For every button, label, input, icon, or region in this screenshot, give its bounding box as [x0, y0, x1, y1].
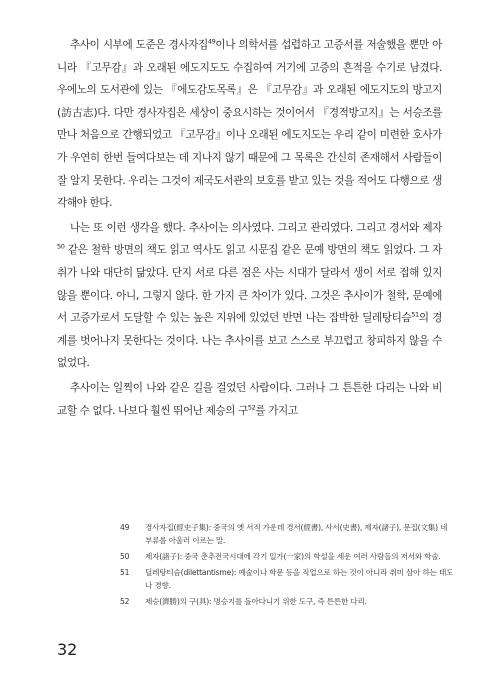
- paragraph-1-text: 추사이 시부에 도준은 경사자집: [70, 39, 208, 51]
- page-number: 32: [57, 640, 78, 659]
- footnote-number: 50: [120, 552, 130, 561]
- paragraph-3-text: 추사이는 일찍이 나와 같은 길을 걸었던 사람이다. 그러나 그 튼튼한 다리는 나와 비교할 수 없다. 나보다 훨씬 뛰어난 제승의 구: [57, 381, 442, 417]
- paragraph-2: [57, 217, 442, 375]
- footnote-number: 51: [120, 568, 130, 577]
- footnote-ref-52[interactable]: 52: [247, 402, 256, 411]
- body-text: [57, 34, 442, 424]
- footnote-52: [120, 595, 455, 608]
- paragraph-2-rest2: 의 경계를 벗어나지 못한다는 것이다. 나는 추사이를 보고 스스로 부끄럽고 창피하지 않을 수 없었다.: [57, 312, 442, 370]
- footnote-text: 딜레탕티슴(dilettantisme): 예술이나 학문 등을 직업으로 하는 것이 아니라 취미 삼아 하는 태도나 경향.: [145, 568, 454, 590]
- paragraph-3: [57, 377, 442, 422]
- footnote-50: [120, 550, 455, 563]
- footnote-text: 경사자집(經史子集): 중국의 옛 서적 가운데 경서(經書), 사서(史書), 제자(諸子), 문집(文集) 네 부류를 아울러 이르는 말.: [145, 523, 448, 545]
- footnote-text: 제자(諸子): 중국 춘추전국시대에 각기 일가(一家)의 학설을 세운 여러 사람들의 저서와 학술.: [145, 552, 441, 561]
- paragraph-1: [57, 34, 442, 215]
- footnote-ref-50[interactable]: 50: [57, 242, 65, 251]
- paragraph-3-rest: 를 가지고: [255, 404, 298, 417]
- footnote-51: [120, 566, 455, 592]
- footnote-49: [120, 521, 455, 547]
- footnote-number: 49: [120, 523, 130, 532]
- paragraph-2-text: 나는 또 이런 생각을 했다. 추사이는 의사였다. 그리고 관리였다. 그리고 경서와 제자: [70, 221, 442, 234]
- footnote-number: 52: [120, 597, 130, 606]
- footnotes: [120, 521, 455, 611]
- footnote-ref-51[interactable]: 51: [411, 310, 419, 319]
- footnote-ref-49[interactable]: 49: [207, 37, 216, 46]
- paragraph-1-rest: 이나 의학서를 섭렵하고 고증서를 저술했을 뿐만 아니라 『고무감』과 오래된 에도지도도 수집하여 거기에 고증의 흔적을 수기로 남겼다. 우에노의 도서관에 있는 『에도감도목록』은 『고무감』과 오래된 에도지도의 방고지(訪古志)다. 다만 경사자집은 세상이 중요시하는 것이어서 『경적방고지』는 서승조를 만나 처음으로 간행되었고 『고무감』이나 오래된 에도지도는 우리 같이 미련한 호사가가 우연히 한번 들여다보는 데 지나지 않기 때문에 그 목록은 간신히 존재해서 사람들이 잘 알지 못한다. 우리는 그것이 제국도서관의 보호를 받고 있는 것을 적어도 다행으로 생각해야 한다.: [57, 39, 442, 210]
- paragraph-2-rest: 같은 철학 방면의 책도 읽고 역사도 읽고 시문집 같은 문예 방면의 책도 읽었다. 그 자취가 나와 대단히 닮았다. 단지 서로 다른 점은 사는 시대가 달라서 생이 서로 접해 있지 않을 뿐이다. 아니, 그렇지 않다. 한 가지 큰 차이가 있다. 그것은 추사이가 철학, 문예에서 고증가로서 도달할 수 있는 높은 지위에 있었던 반면 나는 잡박한 딜레탕티슴: [57, 244, 442, 325]
- footnote-text: 제승(濟勝)의 구(具): 명승지를 돌아다니기 위한 도구, 즉 튼튼한 다리.: [145, 597, 367, 606]
